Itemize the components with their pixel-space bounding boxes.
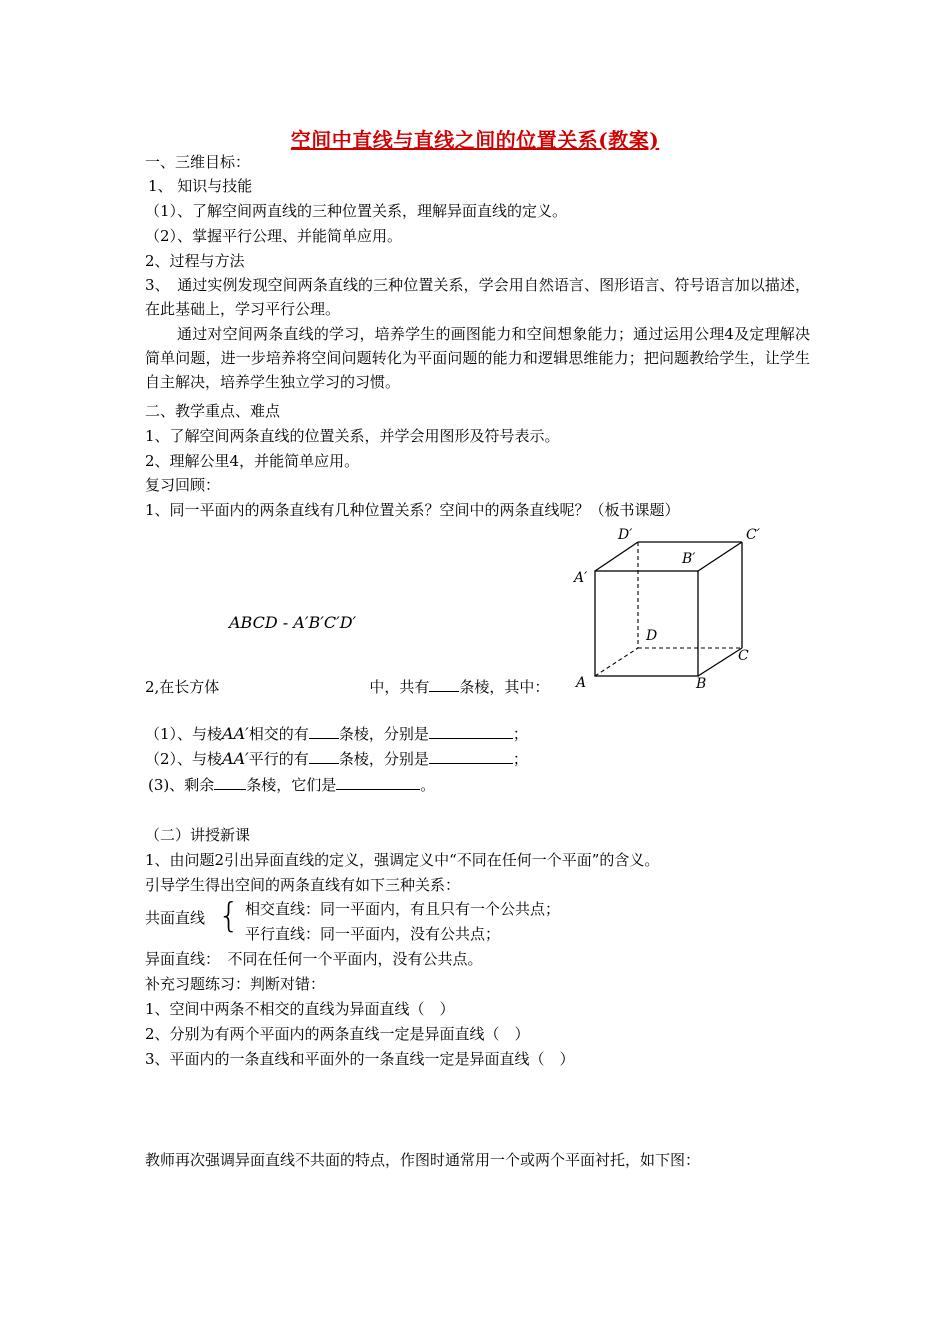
intersect-count-blank[interactable]	[309, 724, 339, 739]
process-heading: 2、过程与方法	[145, 252, 245, 270]
parallel-count-blank[interactable]	[309, 749, 339, 764]
cuboid-diagram	[560, 520, 780, 700]
cuboid-formula: ABCD - A′B′C′D′	[229, 613, 357, 632]
edge-count-blank[interactable]	[429, 677, 459, 692]
review-heading: 复习回顾：	[145, 476, 221, 494]
edge-a1d1	[595, 542, 638, 571]
brace-symbol: {	[218, 896, 240, 936]
label-c1: C′	[746, 527, 760, 543]
review-question-2	[145, 677, 549, 697]
parallel-definition: 平行直线：同一平面内，没有公共点；	[245, 925, 501, 943]
sub1-middle: 相交的有	[248, 725, 309, 743]
keypoint-1: 1、了解空间两条直线的位置关系，并学会用图形及符号表示。	[145, 427, 560, 445]
label-d1: D′	[618, 527, 633, 543]
q2-middle: 中，共有	[369, 678, 430, 696]
knowledge-item-2: （2）、掌握平行公理、并能简单应用。	[145, 227, 403, 245]
closing-line: 教师再次强调异面直线不共面的特点，作图时通常用一个或两个平面衬托，如下图：	[145, 1151, 701, 1169]
edge-bc	[698, 648, 742, 676]
keypoints-heading: 二、教学重点、难点	[145, 402, 281, 420]
label-d: D	[646, 628, 658, 644]
lesson-line-2: 引导学生得出空间的两条直线有如下三种关系：	[145, 876, 461, 894]
sub3-middle: 条棱，它们是	[246, 776, 337, 794]
sub1-prefix: （1）、与棱	[145, 725, 223, 743]
edge-aa1: AA′	[222, 749, 249, 768]
sub1-suffix: 条棱，分别是	[338, 725, 429, 743]
exercise-3: 3、平面内的一条直线和平面外的一条直线一定是异面直线（ ）	[145, 1050, 575, 1068]
intersect-definition: 相交直线：同一平面内，有且只有一个公共点；	[245, 900, 561, 918]
knowledge-heading: 1、 知识与技能	[148, 177, 253, 195]
exercise-heading: 补充习题练习：判断对错：	[145, 975, 326, 993]
parallel-edges-blank[interactable]	[429, 749, 513, 764]
keypoint-2: 2、理解公里4，并能简单应用。	[145, 452, 360, 470]
exercise-2: 2、分别为有两个平面内的两条直线一定是异面直线（ ）	[145, 1025, 530, 1043]
sub3-prefix: (3)、剩余	[148, 776, 215, 794]
label-a1: A′	[574, 570, 588, 586]
q2-suffix: 条棱，其中：	[459, 678, 550, 696]
sub3-period: 。	[420, 776, 436, 794]
sub1-semicolon: ；	[512, 725, 528, 743]
remaining-count-blank[interactable]	[214, 775, 246, 790]
cuboid-front-face	[595, 571, 698, 676]
sub-question-2	[145, 749, 528, 769]
sub2-semicolon: ；	[512, 750, 528, 768]
q2-prefix: 2,在长方体	[145, 678, 220, 696]
lesson-heading: （二）讲授新课	[145, 826, 251, 844]
exercise-1: 1、空间中两条不相交的直线为异面直线（ ）	[145, 1000, 455, 1018]
intersect-edges-blank[interactable]	[429, 724, 513, 739]
knowledge-item-1: （1）、了解空间两直线的三种位置关系，理解异面直线的定义。	[145, 202, 568, 220]
coplanar-label: 共面直线	[145, 909, 206, 927]
edge-ad-hidden	[595, 648, 638, 676]
process-paragraph: 通过对空间两条直线的学习，培养学生的画图能力和空间想象能力；通过运用公理4及定理解决简单问题，进一步培养将空间问题转化为平面问题的能力和逻辑思维能力；把问题教给学生，让学生自主解决，培养学生独立学习的习惯。	[145, 325, 810, 391]
sub2-prefix: （2）、与棱	[145, 750, 223, 768]
label-a: A	[576, 675, 587, 691]
label-b: B	[696, 676, 707, 692]
objectives-heading: 一、三维目标：	[145, 153, 251, 171]
sub2-middle: 平行的有	[248, 750, 309, 768]
document-title: 空间中直线与直线之间的位置关系(教案)	[290, 128, 660, 152]
skew-definition: 异面直线： 不同在任何一个平面内，没有公共点。	[145, 950, 483, 968]
sub-question-1	[145, 724, 528, 744]
review-question-1: 1、同一平面内的两条直线有几种位置关系？空间中的两条直线呢？（板书课题）	[145, 501, 680, 519]
edge-b1c1	[698, 542, 742, 571]
sub2-suffix: 条棱，分别是	[338, 750, 429, 768]
remaining-edges-blank[interactable]	[336, 775, 420, 790]
label-b1: B′	[682, 551, 696, 567]
process-item-3: 3、 通过实例发现空间两条直线的三种位置关系，学会用自然语言、图形语言、符号语言加以描述，在此基础上，学习平行公理。	[145, 276, 810, 318]
label-c: C	[738, 648, 749, 664]
sub-question-3	[148, 775, 435, 795]
lesson-line-1: 1、由问题2引出异面直线的定义，强调定义中“不同在任何一个平面”的含义。	[145, 851, 660, 869]
edge-aa1: AA′	[222, 724, 249, 743]
